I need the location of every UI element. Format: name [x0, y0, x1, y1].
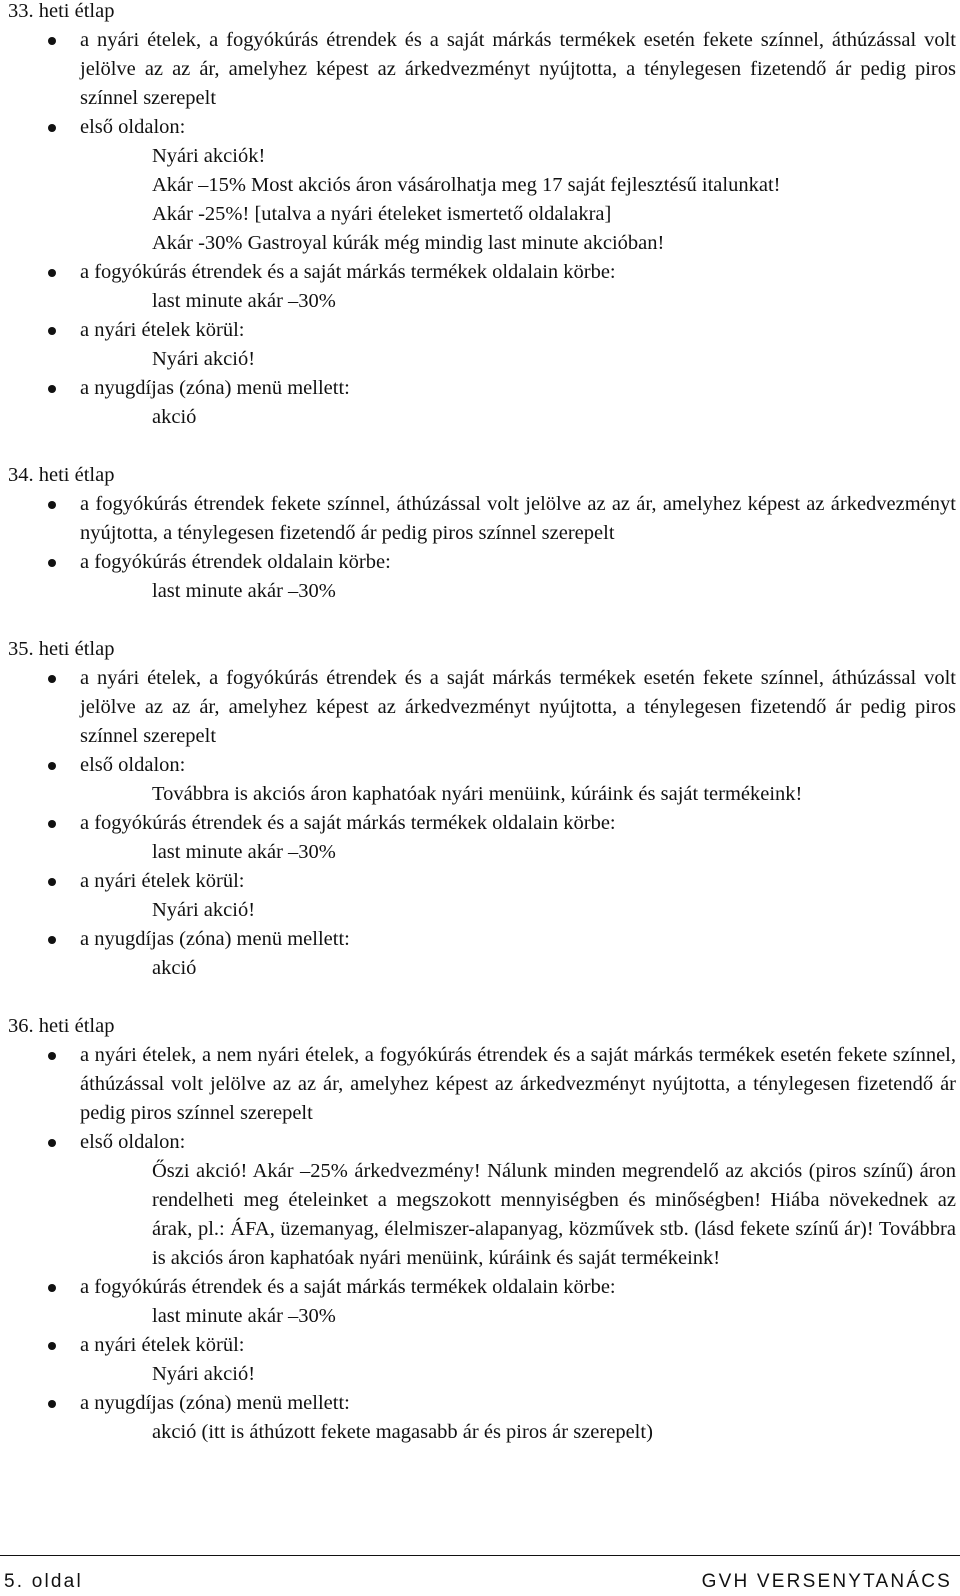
- bullet-text: a nyugdíjas (zóna) menü mellett:: [80, 928, 350, 950]
- quoted-line: akció: [152, 406, 197, 428]
- footer-page-number: 5. oldal: [4, 1571, 83, 1592]
- bullet-item: [8, 548, 956, 606]
- quoted-line: last minute akár –30%: [152, 1305, 336, 1327]
- bullet-item: [8, 1331, 956, 1389]
- bullet-item: [8, 1389, 956, 1447]
- week-title: 35. heti étlap: [8, 638, 115, 660]
- bullet-text: a fogyókúrás étrendek fekete színnel, áthúzással volt jelölve az az ár, amelyhez képest az árkedvezményt nyújtotta, a ténylegesen fizetendő ár pedig piros színnel szerepelt: [80, 493, 956, 544]
- quoted-line: last minute akár –30%: [152, 580, 336, 602]
- bullet-list: [8, 26, 956, 432]
- bullet-item: [8, 374, 956, 432]
- bullet-list: [8, 664, 956, 983]
- bullet-item: [8, 1128, 956, 1273]
- page-footer: [0, 1555, 960, 1592]
- bullet-item: [8, 316, 956, 374]
- week-title: 33. heti étlap: [8, 0, 115, 22]
- bullet-text: a nyári ételek, a fogyókúrás étrendek és a saját márkás termékek esetén fekete színnel, áthúzással volt jelölve az az ár, amelyhez képest az árkedvezményt nyújtotta, a ténylegesen fizetendő ár pedig piros színnel szerepelt: [80, 667, 956, 747]
- bullet-item: [8, 751, 956, 809]
- bullet-item: [8, 113, 956, 258]
- bullet-list: [8, 490, 956, 606]
- week-title: 36. heti étlap: [8, 1015, 115, 1037]
- quoted-line: Akár -25%! [utalva a nyári ételeket ismertető oldalakra]: [152, 203, 612, 225]
- quoted-line: Nyári akciók!: [152, 145, 266, 167]
- bullet-text: a nyári ételek, a nem nyári ételek, a fogyókúrás étrendek és a saját márkás termékek esetén fekete színnel, áthúzással volt jelölve az az ár, amelyhez képest az árkedvezményt nyújtotta, a ténylegesen fizetendő ár pedig piros színnel szerepelt: [80, 1044, 956, 1124]
- bullet-text: első oldalon:: [80, 1131, 186, 1153]
- week-section: [8, 0, 956, 432]
- quoted-paragraph: Őszi akció! Akár –25% árkedvezmény! Nálunk minden megrendelő az akciós (piros színű) áron rendelheti meg ételeinket a megszokott mennyiségben és minőségben! Hiába növekednek az árak, pl.: ÁFA, üzemanyag, élelmiszer-alapanyag, közművek stb. (lásd fekete színű ár)! Továbbra is akciós áron kaphatóak nyári menüink, kúráink és saját termékeink!: [152, 1160, 956, 1269]
- bullet-item: [8, 258, 956, 316]
- week-section: [8, 635, 956, 983]
- quoted-line: last minute akár –30%: [152, 290, 336, 312]
- week-title: 34. heti étlap: [8, 464, 115, 486]
- bullet-text: első oldalon:: [80, 754, 186, 776]
- quoted-line: Akár -30% Gastroyal kúrák még mindig last minute akcióban!: [152, 232, 665, 254]
- bullet-text: a fogyókúrás étrendek és a saját márkás termékek oldalain körbe:: [80, 261, 616, 283]
- quoted-line: akció (itt is áthúzott fekete magasabb ár és piros ár szerepelt): [152, 1421, 653, 1443]
- week-section: [8, 1012, 956, 1447]
- bullet-text: a nyári ételek, a fogyókúrás étrendek és a saját márkás termékek esetén fekete színnel, áthúzással volt jelölve az az ár, amelyhez képest az árkedvezményt nyújtotta, a ténylegesen fizetendő ár pedig piros színnel szerepelt: [80, 29, 956, 109]
- bullet-item: [8, 925, 956, 983]
- bullet-text: a nyári ételek körül:: [80, 319, 245, 341]
- footer-organization: GVH VERSENYTANÁCS: [701, 1571, 952, 1592]
- bullet-item: [8, 1041, 956, 1128]
- quoted-line: akció: [152, 957, 197, 979]
- bullet-item: [8, 490, 956, 548]
- bullet-item: [8, 809, 956, 867]
- bullet-text: a nyugdíjas (zóna) menü mellett:: [80, 1392, 350, 1414]
- bullet-text: a nyári ételek körül:: [80, 1334, 245, 1356]
- bullet-list: [8, 1041, 956, 1447]
- quoted-line: Továbbra is akciós áron kaphatóak nyári menüink, kúráink és saját termékeink!: [152, 783, 803, 805]
- quoted-line: Nyári akció!: [152, 899, 256, 921]
- bullet-item: [8, 26, 956, 113]
- bullet-text: a fogyókúrás étrendek oldalain körbe:: [80, 551, 391, 573]
- quoted-line: last minute akár –30%: [152, 841, 336, 863]
- bullet-item: [8, 664, 956, 751]
- quoted-line: Akár –15% Most akciós áron vásárolhatja meg 17 saját fejlesztésű italunkat!: [152, 174, 781, 196]
- bullet-item: [8, 867, 956, 925]
- bullet-text: a nyugdíjas (zóna) menü mellett:: [80, 377, 350, 399]
- quoted-line: Nyári akció!: [152, 348, 256, 370]
- quoted-line: Nyári akció!: [152, 1363, 256, 1385]
- bullet-text: a fogyókúrás étrendek és a saját márkás termékek oldalain körbe:: [80, 1276, 616, 1298]
- week-section: [8, 461, 956, 606]
- document-body: [8, 0, 956, 1476]
- bullet-text: a nyári ételek körül:: [80, 870, 245, 892]
- bullet-text: első oldalon:: [80, 116, 186, 138]
- bullet-text: a fogyókúrás étrendek és a saját márkás termékek oldalain körbe:: [80, 812, 616, 834]
- bullet-item: [8, 1273, 956, 1331]
